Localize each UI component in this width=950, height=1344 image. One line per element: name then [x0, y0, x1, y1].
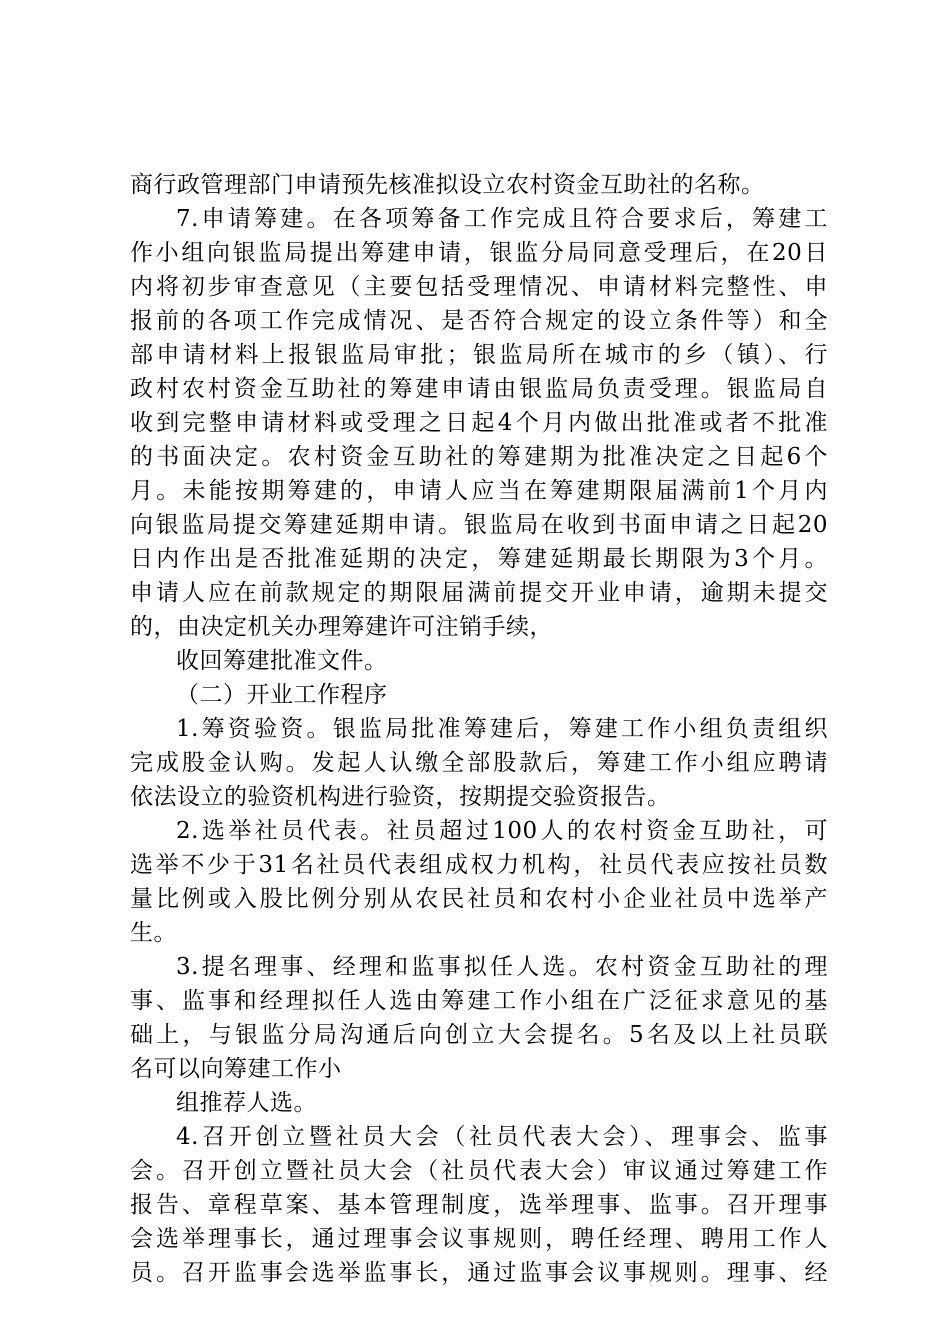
text-line: 内将初步审查意见（主要包括受理情况、申请材料完整性、申 [130, 274, 828, 300]
text-line: 向银监局提交筹建延期申请。银监局在收到书面申请之日起20 [130, 512, 828, 538]
text-line: 部申请材料上报银监局审批；银监局所在城市的乡（镇）、行 [130, 342, 828, 368]
text-line: 日内作出是否批准延期的决定，筹建延期最长期限为3个月。 [130, 546, 828, 572]
text-line: 3.提名理事、经理和监事拟任人选。农村资金互助社的理 [176, 954, 828, 980]
text-line: 月。未能按期筹建的，申请人应当在筹建期限届满前1个月内 [130, 478, 828, 504]
text-line: 报前的各项工作完成情况、是否符合规定的设立条件等）和全 [130, 308, 828, 334]
text-line: 量比例或入股比例分别从农民社员和农村小企业社员中选举产 [130, 886, 828, 912]
text-line: 名可以向筹建工作小 [130, 1056, 342, 1082]
text-line: （二）开业工作程序 [176, 682, 388, 708]
text-line: 生。 [130, 920, 177, 946]
text-line: 作小组向银监局提出筹建申请，银监分局同意受理后，在20日 [130, 240, 828, 266]
text-line: 完成股金认购。发起人认缴全部股款后，筹建工作小组应聘请 [130, 750, 828, 776]
text-line: 7.申请筹建。在各项筹备工作完成且符合要求后，筹建工 [176, 206, 828, 232]
text-line: 4.召开创立暨社员大会（社员代表大会）、理事会、监事 [176, 1124, 828, 1150]
text-line: 事、监事和经理拟任人选由筹建工作小组在广泛征求意见的基 [130, 988, 828, 1014]
text-line: 础上，与银监分局沟通后向创立大会提名。5名及以上社员联 [130, 1022, 828, 1048]
text-line: 申请人应在前款规定的期限届满前提交开业申请，逾期未提交 [130, 580, 828, 606]
text-line: 依法设立的验资机构进行验资，按期提交验资报告。 [130, 784, 671, 810]
text-line: 政村农村资金互助社的筹建申请由银监局负责受理。银监局自 [130, 376, 828, 402]
text-line: 2.选举社员代表。社员超过100人的农村资金互助社，可 [176, 818, 828, 844]
text-line: 会选举理事长，通过理事会议事规则，聘任经理、聘用工作人 [130, 1226, 828, 1252]
text-line: 员。召开监事会选举监事长，通过监事会议事规则。理事、经 [130, 1260, 828, 1286]
text-line: 1.筹资验资。银监局批准筹建后，筹建工作小组负责组织 [176, 716, 828, 742]
text-line: 的书面决定。农村资金互助社的筹建期为批准决定之日起6个 [130, 444, 828, 470]
text-line: 商行政管理部门申请预先核准拟设立农村资金互助社的名称。 [130, 172, 765, 198]
text-line: 报告、章程草案、基本管理制度，选举理事、监事。召开理事 [130, 1192, 828, 1218]
text-line: 组推荐人选。 [176, 1090, 317, 1116]
text-line: 收回筹建批准文件。 [176, 648, 388, 674]
text-line: 选举不少于31名社员代表组成权力机构，社员代表应按社员数 [130, 852, 828, 878]
body-text [130, 168, 828, 1290]
text-line: 的，由决定机关办理筹建许可注销手续， [130, 614, 553, 640]
text-line: 收到完整申请材料或受理之日起4个月内做出批准或者不批准 [130, 410, 828, 436]
text-line: 会。召开创立暨社员大会（社员代表大会）审议通过筹建工作 [130, 1158, 828, 1184]
